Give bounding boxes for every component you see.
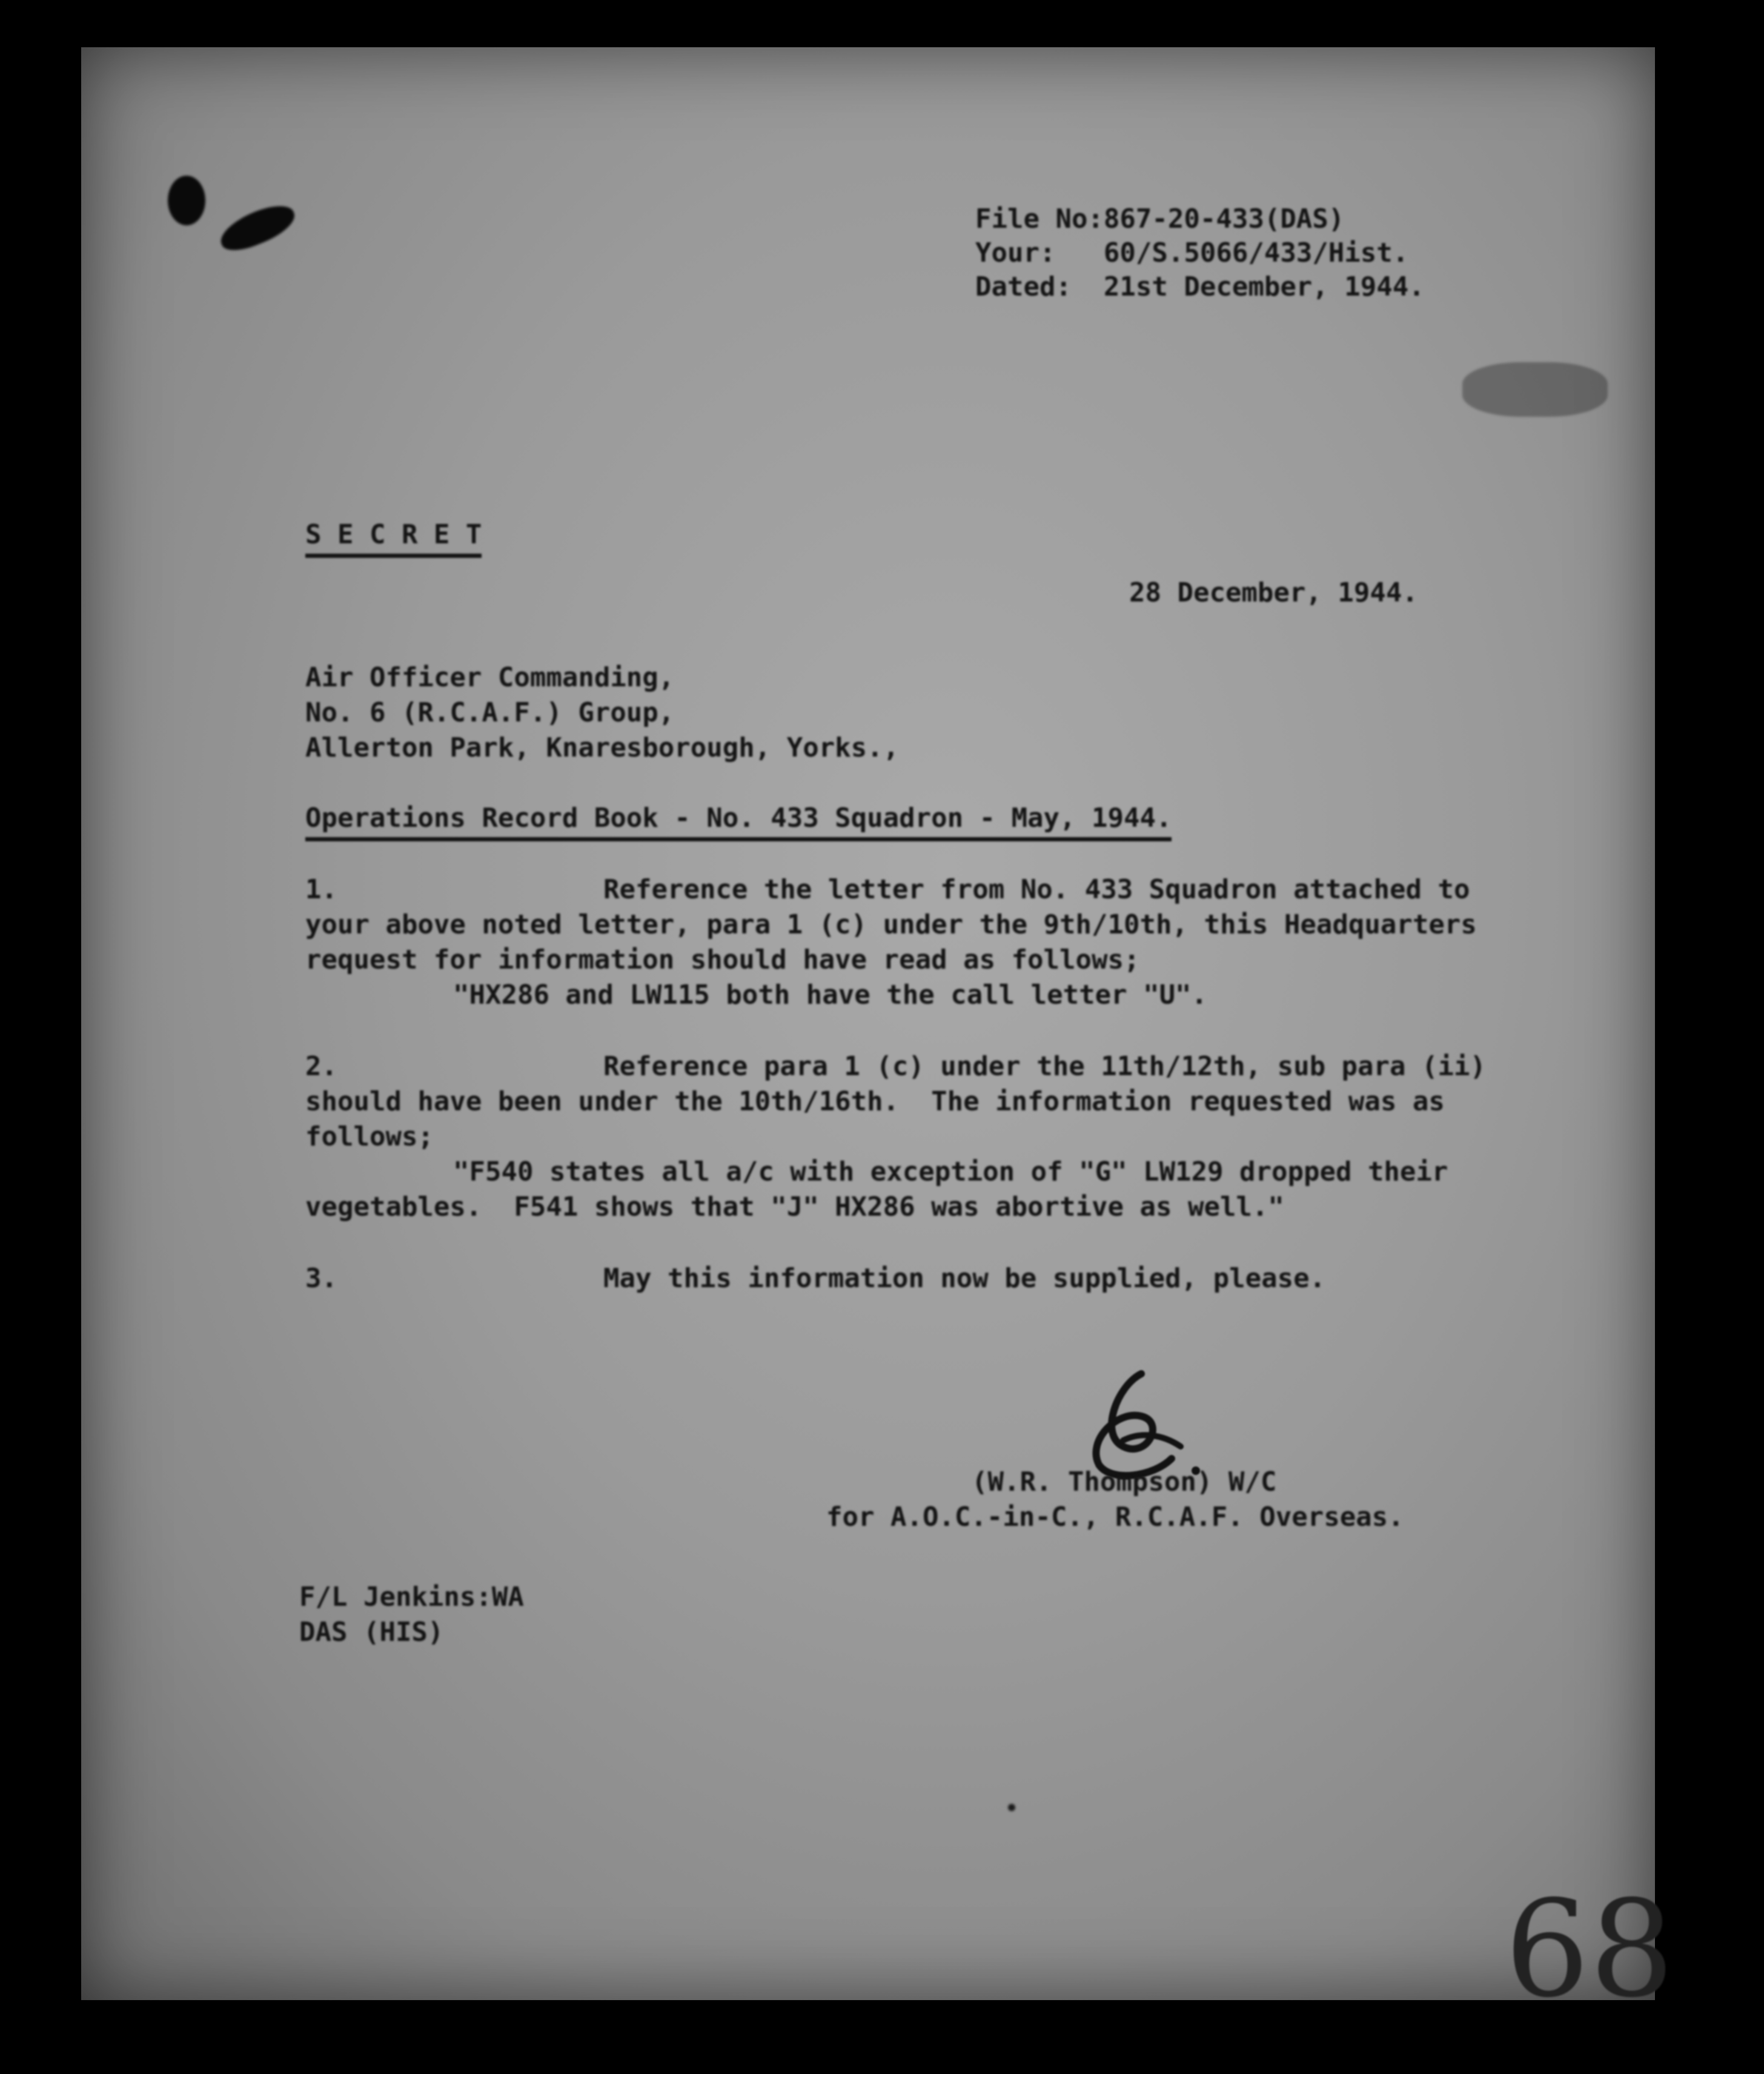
file-number: File No:867-20-433(DAS)	[975, 204, 1345, 234]
paragraph-3-text: May this information now be supplied, please.	[603, 1263, 1326, 1294]
reference-line-2: DAS (HIS)	[299, 1617, 444, 1648]
document-page	[81, 47, 1674, 2027]
paragraph-1-line: Reference the letter from No. 433 Squadron attached to	[603, 874, 1470, 905]
paragraph-2-line: follows;	[305, 1121, 434, 1152]
paragraph-1-line: request for information should have read as follows;	[305, 944, 1140, 975]
addressee-line-3: Allerton Park, Knaresborough, Yorks.,	[305, 732, 900, 763]
paragraph-1-quote: "HX286 and LW115 both have the call letter "U".	[453, 979, 1208, 1010]
folio-number: 68	[1505, 1872, 1674, 2027]
signatory-for-line: for A.O.C.-in-C., R.C.A.F. Overseas.	[826, 1502, 1404, 1532]
your-reference: Your: 60/S.5066/433/Hist.	[975, 237, 1409, 268]
addressee-line-2: No. 6 (R.C.A.F.) Group,	[305, 697, 675, 728]
paragraph-2-line: should have been under the 10th/16th. The information requested was as	[305, 1086, 1445, 1117]
letter-date: 28 December, 1944.	[1129, 577, 1418, 608]
paragraph-1-number: 1.	[305, 874, 337, 905]
paragraph-2-quote: vegetables. F541 shows that "J" HX286 was abortive as well."	[305, 1191, 1284, 1222]
paragraph-2-quote: "F540 states all a/c with exception of "G" LW129 dropped their	[453, 1156, 1448, 1187]
paragraph-1-line: your above noted letter, para 1 (c) under the 9th/10th, this Headquarters	[305, 909, 1477, 940]
paper-stain	[1008, 1804, 1015, 1811]
paragraph-3-number: 3.	[305, 1263, 337, 1294]
paragraph-2-line: Reference para 1 (c) under the 11th/12th, sub para (ii)	[603, 1051, 1486, 1082]
ink-blot	[168, 176, 205, 225]
ink-blot	[215, 199, 300, 257]
reference-line-1: F/L Jenkins:WA	[299, 1582, 524, 1612]
subject-line: Operations Record Book - No. 433 Squadron - May, 1944.	[305, 801, 1172, 841]
classification-heading: S E C R E T	[305, 517, 482, 558]
paragraph-2-number: 2.	[305, 1051, 337, 1082]
dated-line: Dated: 21st December, 1944.	[975, 271, 1425, 302]
paper-stain	[1462, 362, 1608, 417]
addressee-line-1: Air Officer Commanding,	[305, 662, 675, 693]
signatory-name: (W.R. Thompson) W/C	[972, 1466, 1277, 1497]
